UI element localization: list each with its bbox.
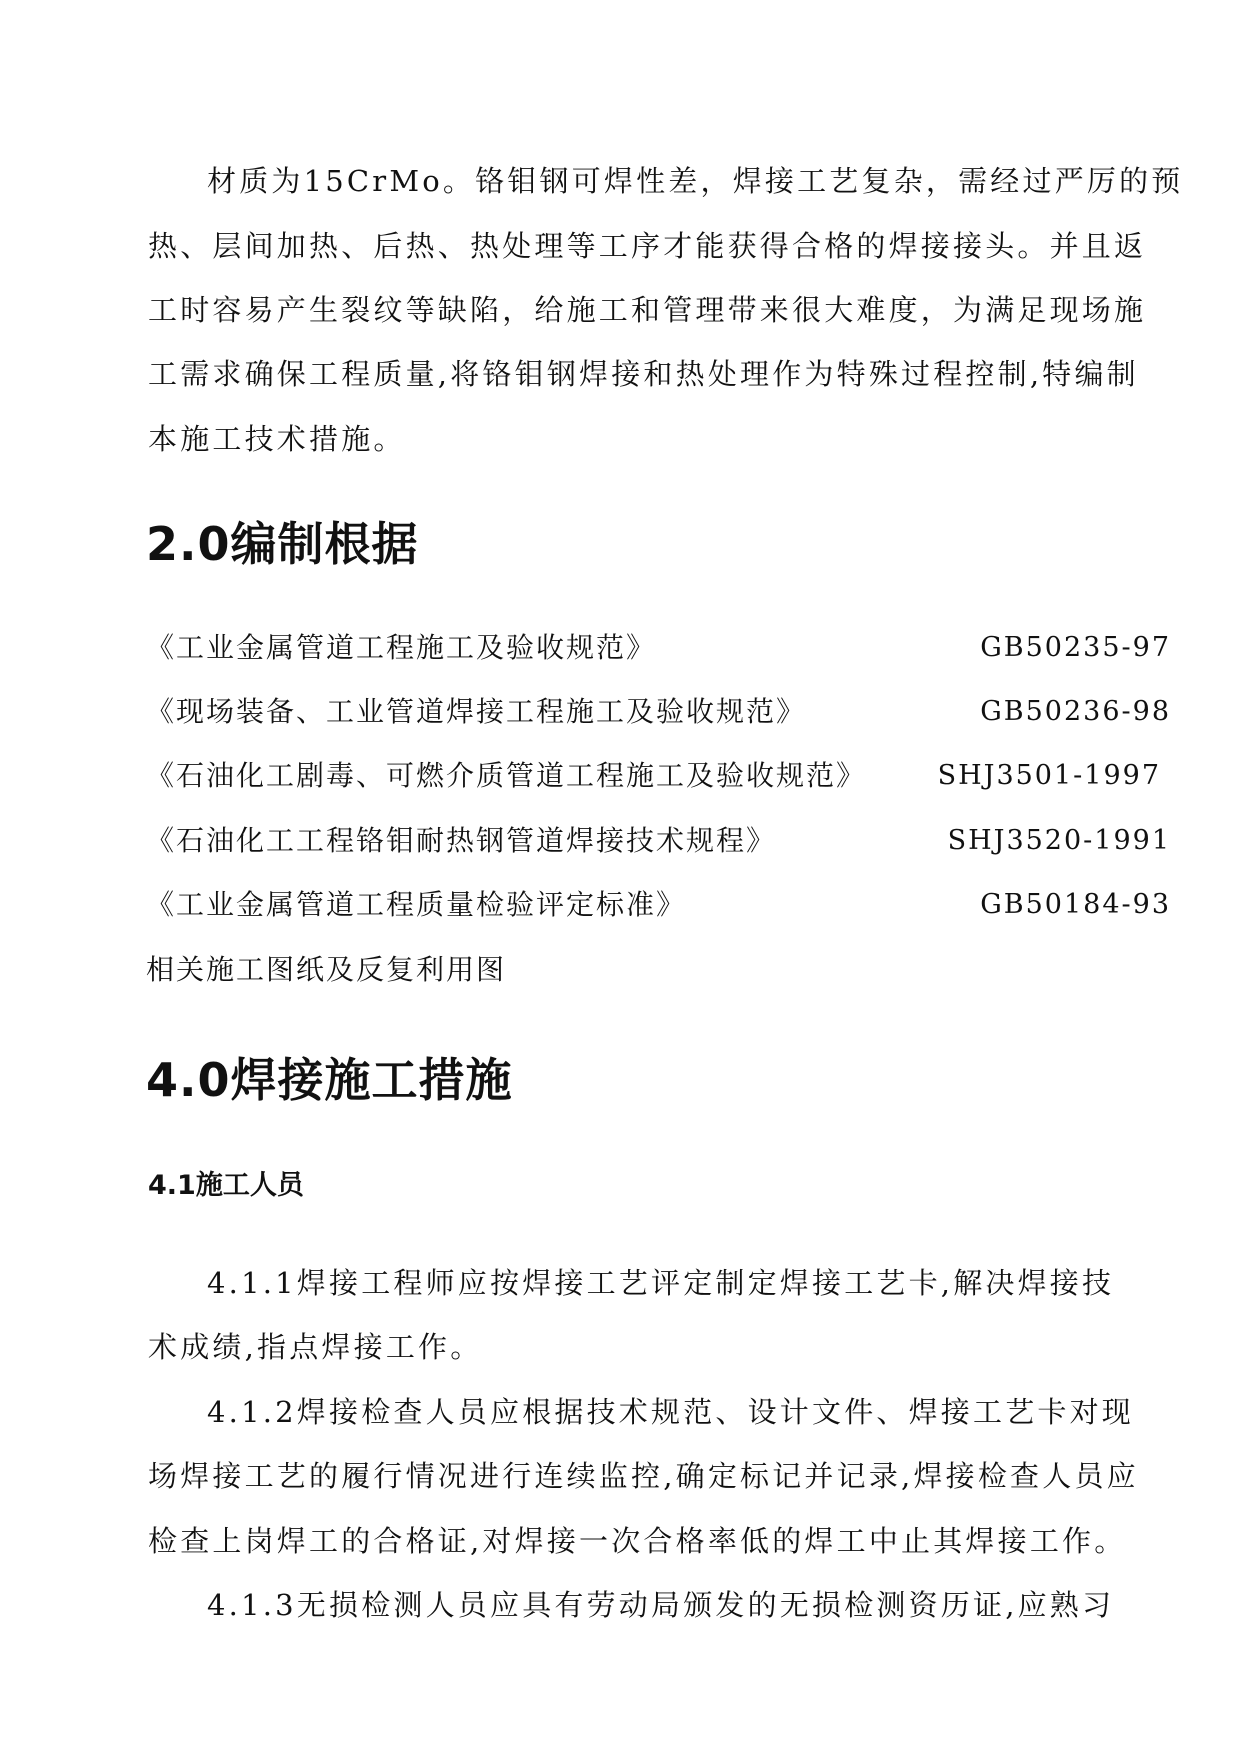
p412-line-3: 检查上岗焊工的合格证,对焊接一次合格率低的焊工中止其焊接工作。 [148, 1524, 1127, 1558]
reference-title-4: 《石油化工工程铬钼耐热钢管道焊接技术规程》 [146, 824, 777, 857]
p411-line-1: 4.1.1焊接工程师应按焊接工艺评定制定焊接工艺卡,解决焊接技 [207, 1266, 1115, 1300]
intro-line-4: 工需求确保工程质量,将铬钼钢焊接和热处理作为特殊过程控制,特编制 [148, 357, 1139, 391]
p412-line-1: 4.1.2焊接检查人员应根据技术规范、设计文件、焊接工艺卡对现 [207, 1395, 1134, 1429]
reference-extra: 相关施工图纸及反复利用图 [146, 953, 507, 986]
reference-title-2: 《现场装备、工业管道焊接工程施工及验收规范》 [146, 695, 807, 728]
p412-line-2: 场焊接工艺的履行情况进行连续监控,确定标记并记录,焊接检查人员应 [148, 1459, 1139, 1493]
reference-title-3: 《石油化工剧毒、可燃介质管道工程施工及验收规范》 [146, 759, 867, 792]
reference-code-5: GB50184-93 [980, 889, 1171, 920]
section-4-heading: 4.0焊接施工措施 [146, 1053, 513, 1107]
p413-line-1: 4.1.3无损检测人员应具有劳动局颁发的无损检测资历证,应熟习 [207, 1588, 1115, 1622]
intro-line-3: 工时容易产生裂纹等缺陷，给施工和管理带来很大难度，为满足现场施 [148, 293, 1147, 327]
intro-line-5: 本施工技术措施。 [148, 422, 406, 456]
p411-line-2: 术成绩,指点焊接工作。 [148, 1330, 483, 1364]
reference-code-4: SHJ3520-1991 [947, 825, 1171, 856]
intro-line-1: 材质为15CrMo。铬钼钢可焊性差，焊接工艺复杂，需经过严厉的预 [207, 164, 1184, 198]
reference-title-5: 《工业金属管道工程质量检验评定标准》 [146, 888, 687, 921]
section-2-heading: 2.0编制根据 [146, 517, 419, 571]
reference-code-2: GB50236-98 [980, 696, 1171, 727]
reference-title-1: 《工业金属管道工程施工及验收规范》 [146, 631, 657, 664]
reference-code-1: GB50235-97 [980, 632, 1171, 663]
intro-line-2: 热、层间加热、后热、热处理等工序才能获得合格的焊接接头。并且返 [148, 229, 1147, 263]
section-4-1-heading: 4.1施工人员 [148, 1170, 304, 1201]
reference-code-3: SHJ3501-1997 [937, 760, 1161, 791]
